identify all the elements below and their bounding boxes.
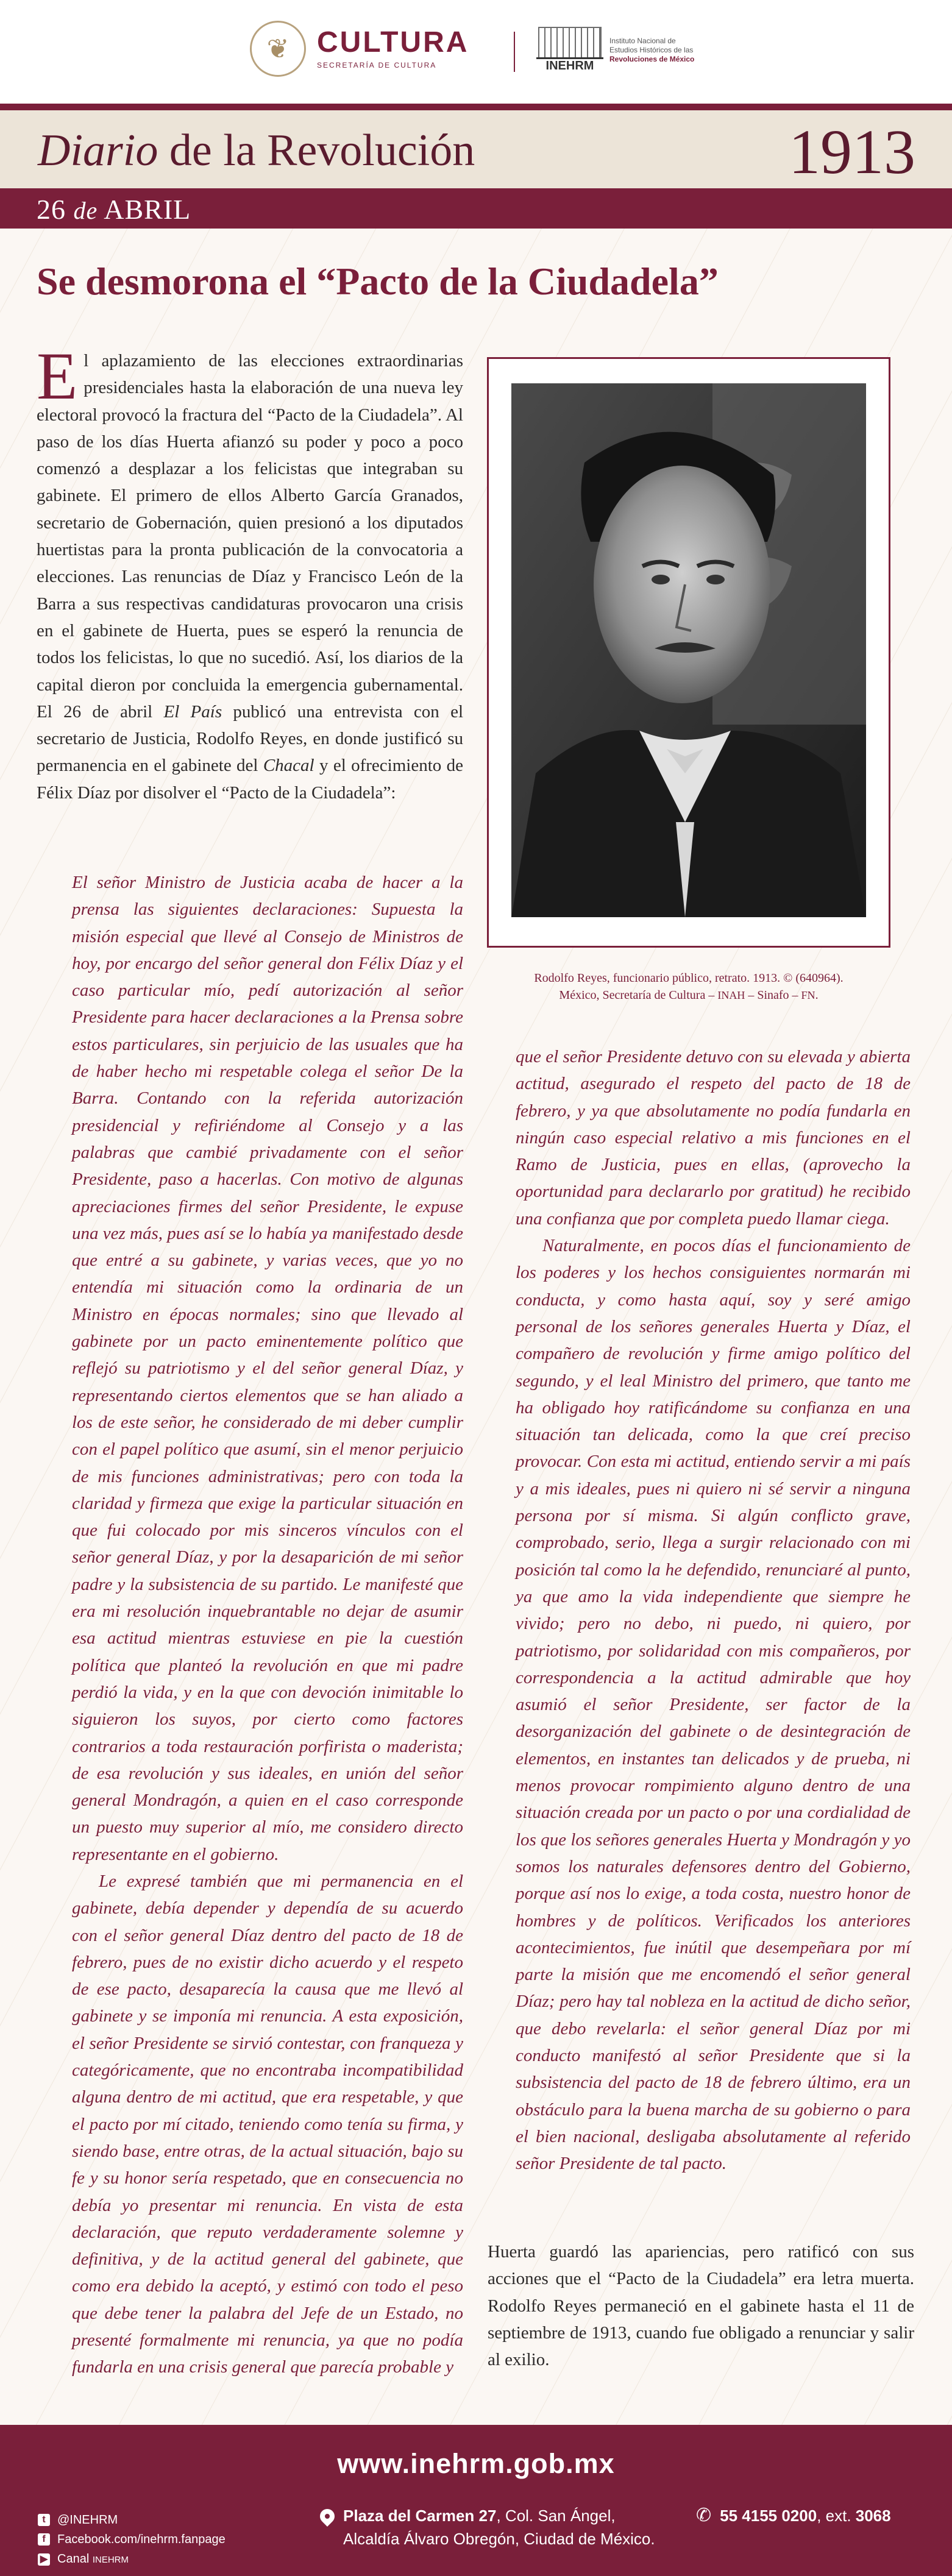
date: 26 de ABRIL bbox=[37, 194, 191, 225]
youtube-icon: ▶ bbox=[38, 2553, 50, 2566]
facebook-icon: f bbox=[38, 2533, 50, 2546]
intro-paragraph: El aplazamiento de las elecciones extraordinarias presidenciales hasta la elaboración de una nueva ley electoral provocó la fractura del “Pacto de la Ciudadela”. Al paso de los días Huerta afianzó su poder y poco a poco comenzó a desplazar a los felicistas que integraban su gabinete. El primero de ellos Alberto García Granados, secretario de Gobernación, quien presionó a los diputados huertistas para la pronta publicación de la convocatoria a elecciones. Las renuncias de Díaz y Francisco León de la Barra a sus respectivas candidaturas provocaron una crisis en el gabinete de Huerta, pues se esperó la renuncia de todos los felicistas, lo que no sucedió. Así, los diarios de la capital dieron por concluida la emergencia gubernamental. El 26 de abril El País publicó una entrevista con el secretario de Justicia, Rodolfo Reyes, en donde justificó su permanencia en el gabinete del Chacal y el ofrecimiento de Félix Díaz por disolver el “Pacto de la Ciudadela”: bbox=[37, 339, 463, 803]
cultura-subtitle: SECRETARÍA DE CULTURA bbox=[317, 61, 437, 69]
closing-paragraph: Huerta guardó las apariencias, pero ratificó con sus acciones que el “Pacto de la Ciudadela” era letra muerta. Rodolfo Reyes permaneció en el gabinete hasta el 11 de septiembre de 1913, cuando fue obligado a renunciar y salir al exilio. bbox=[488, 2242, 914, 2370]
phone-icon: ✆ bbox=[696, 2505, 712, 2525]
article-title: Se desmorona el “Pacto de la Ciudadela” bbox=[37, 260, 719, 303]
twitter-icon: t bbox=[38, 2514, 50, 2526]
quote-column-left bbox=[72, 869, 463, 2381]
quote-paragraph: El señor Ministro de Justicia acaba de hacer a la prensa las siguientes declaraciones: Supuesta la misión especial que llevé al Consejo de Ministros de hoy, por encargo del señor general don Félix Díaz y el caso particular mío, pedí autorización al señor Presidente para hacer declaraciones a la Prensa sobre estos particulares, sin perjuicio de las usuales que ha de haber hecho mi respetable colega el señor De la Barra. Contando con la referida autorización presidencial y refiriéndome al Consejo y a las palabras que cambié privadamente con el señor Presidente, paso a hacerlas. Con motivo de algunas apreciaciones firmes del señor Presidente, le expuse una vez más, pues así se lo había ya manifestado desde que entré a su gabinete, y varias veces, que yo no entendía mi situación como la ordinaria de un Ministro en épocas normales; sino que llevado al gabinete por un pacto eminentemente político que reflejó su patriotismo y el del señor general Díaz, y representando ciertos elementos que se han aliado a los de este señor, he considerado de mi deber cumplir con el papel político que asumí, sin el menor perjuicio de mis funciones administrativas; pero con toda la claridad y firmeza que exige la particular situación en que fui colocado por mis sinceros vínculos con el señor general Díaz, y por la desaparición de mi señor padre y la subsistencia de su partido. Le manifesté que era mi resolución inquebrantable no dejar de asumir esa actitud mientras estuviese en pie la cuestión política que planteó la revolución en que mi padre perdió la vida, y en la que con devoción inimitable lo siguieron los suyos, por cierto como factores contrarios a toda restauración porfirista o maderista; de esa revolución y sus ideales, en unión del señor general Mondragón, a quien en el caso corresponde un puesto muy superior al mío, me considero directo representante en el gobierno. bbox=[72, 873, 463, 1864]
youtube-link[interactable]: ▶ Canal INEHRM bbox=[38, 2549, 226, 2570]
top-header bbox=[0, 0, 952, 104]
facebook-link[interactable]: f Facebook.com/inehrm.fanpage bbox=[38, 2530, 226, 2549]
address: Plaza del Carmen 27, Col. San Ángel, Alcaldía Álvaro Obregón, Ciudad de México. bbox=[320, 2504, 655, 2550]
website-link[interactable]: www.inehrm.gob.mx bbox=[337, 2448, 615, 2479]
inehrm-building-icon bbox=[538, 27, 602, 57]
series-title: Diario de la Revolución bbox=[38, 126, 475, 176]
quote-column-right bbox=[516, 1043, 911, 2177]
cultura-logo[interactable] bbox=[250, 21, 469, 77]
mexico-seal-icon: ❦ bbox=[250, 21, 306, 77]
inehrm-wordmark: INEHRM bbox=[536, 57, 603, 73]
title-band-rule bbox=[0, 104, 952, 110]
cultura-wordmark: CULTURA bbox=[317, 26, 469, 59]
photo-frame bbox=[487, 357, 890, 948]
quote-paragraph: Naturalmente, en pocos días el funcionamiento de los poderes y los hechos consiguientes normarán mi conducta, y como hasta aquí, soy y seré amigo personal de los señores generales Huerta y Díaz, el compañero de revolución y firme amigo político del segundo, y el leal Ministro del primero, que tanto me ha obligado hoy ratificándome su confianza en una situación tan delicada, como la que creí preciso provocar. Con esta mi actitud, entiendo servir a mi país y a mis ideales, pues ni quiero ni sé servir a ninguna persona por sí misma. Si algún conflicto grave, comprobado, serio, llega a surgir relacionado con mi posición tal como la he defendido, renunciaré al punto, ya que amo la vida independiente que siempre he vivido; pero no debo, ni puedo, ni quiero, por patriotismo, por solidaridad con mis compañeros, por correspondencia a la actitud admirable que hoy asumió el señor Presidente, ser factor de la desorganización del gabinete o de desintegración de elementos, en instantes tan delicados y de prueba, ni menos provocar rompimiento alguno dentro de una situación creada por un pacto o por una cordialidad de los que los señores generales Huerta y Mondragón y yo somos los naturales defensores dentro del Gobierno, porque así nos lo exige, a toda costa, nuestro honor de hombres y de políticos. Verificados los anteriores acontecimientos, fue inútil que desempeñara por mí parte la misión que me encomendó el señor general Díaz; pero hay tal nobleza en la actitud de dicho señor, que debo revelarla: el señor general Díaz por mi conducto manifestó al señor Presidente que si la subsistencia del pacto de 18 de febrero último, era un obstáculo para la buena marcha de su gobierno o para el bien nacional, desligaba absolutamente al referido señor Presidente de tal pacto. bbox=[516, 1236, 911, 2174]
footer bbox=[0, 2425, 952, 2576]
logo-divider bbox=[514, 32, 515, 72]
inehrm-description: Instituto Nacional de Estudios Históricos de las Revoluciones de México bbox=[609, 36, 695, 63]
location-pin-icon bbox=[317, 2506, 338, 2527]
twitter-link[interactable]: t @INEHRM bbox=[38, 2510, 226, 2530]
inehrm-logo[interactable] bbox=[536, 27, 713, 73]
drop-cap: E bbox=[37, 339, 78, 413]
portrait-photo bbox=[511, 383, 866, 917]
social-links bbox=[38, 2510, 226, 2570]
year: 1913 bbox=[789, 117, 915, 187]
quote-paragraph: que el señor Presidente detuvo con su elevada y abierta actitud, asegurado el respeto del pacto de 18 de febrero, y ya que absolutamente no podía fundarla en ningún caso especial relativo a mis funciones en el Ramo de Justicia, pues en ellas, (aprovecho la oportunidad para declararlo por gratitud) he recibido una confianza que por completa puedo llamar ciega. bbox=[516, 1047, 911, 1229]
quote-paragraph: Le expresé también que mi permanencia en el gabinete, debía depender y dependía de su acuerdo con el señor general Díaz dentro del pacto de 18 de febrero, pues de no existir dicho acuerdo y el respeto de ese pacto, desaparecía la causa que me llevó al gabinete y se imponía mi renuncia. A esta exposición, el señor Presidente se sirvió contestar, con franqueza y categóricamente, que no encontraba incompatibilidad alguna dentro de mi actitud, que era respetable, y que el pacto por mí citado, teniendo como tenía su firma, y siendo base, entre otras, de la actual situación, bajo su fe y su honor sería respetado, que en consecuencia no debía yo presentar mi renuncia. En vista de esta declaración, que reputo verdaderamente solemne y definitiva, y de la actitud general del gabinete, que como era debido la aceptó, y estimó con todo el peso que debe tener la palabra del Jefe de un Estado, no presenté formalmente mi renuncia, ya que no podía fundarla en una crisis general que parecía probable y bbox=[72, 1871, 463, 2377]
phone[interactable]: ✆ 55 4155 0200, ext. 3068 bbox=[696, 2504, 891, 2527]
intro-column bbox=[37, 339, 463, 806]
photo-caption: Rodolfo Reyes, funcionario público, retrato. 1913. © (640964). México, Secretaría de Cultura – INAH – Sinafo – FN. bbox=[534, 971, 844, 1002]
